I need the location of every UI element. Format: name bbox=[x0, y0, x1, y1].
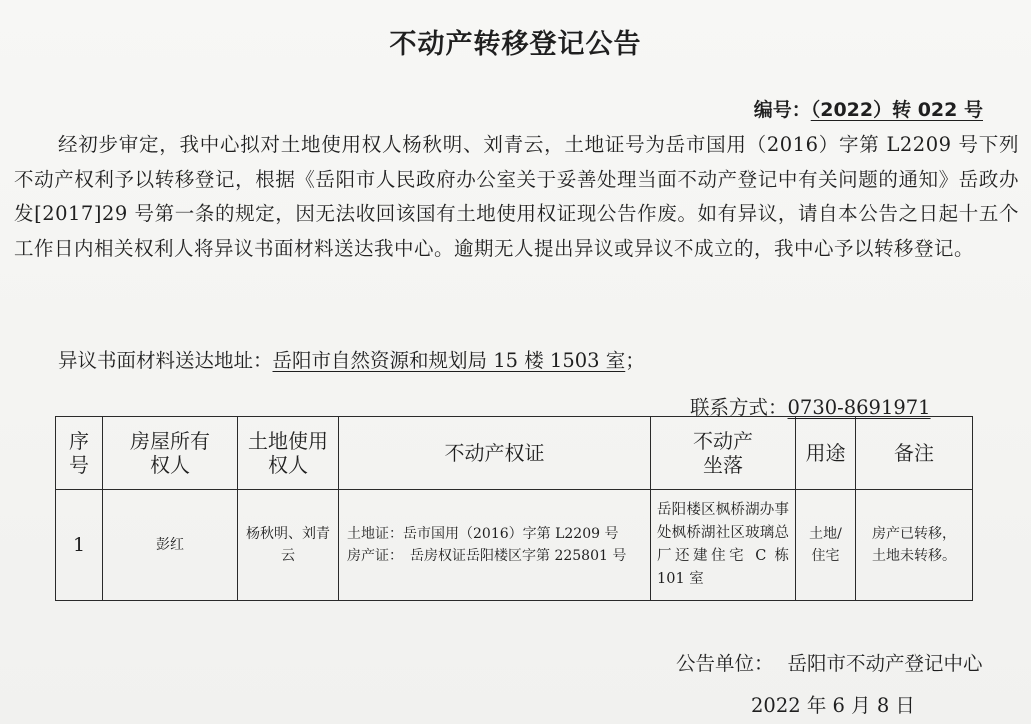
row-house-cert: 房产证： 岳房权证岳阳楼区字第 225801 号 bbox=[347, 548, 627, 564]
row-seq: 1 bbox=[56, 490, 103, 601]
announcement-body: 经初步审定，我中心拟对土地使用权人杨秋明、刘青云，土地证号为岳市国用（2016）字第 L2209 号下列不动产权利予以转移登记，根据《岳阳市人民政府办公室关于妥善处理当面不动产登记中有关问题的通知》岳政办发[2017]29 号第一条的规定，因无法收回该国有土地使用权证现公告作废。如有异议，请自本公告之日起十五个工作日内相关权利人将异议书面材料送达我中心。逾期无人提出异议或异议不成立的，我中心予以转移登记。 bbox=[14, 133, 1019, 260]
issuing-unit-label: 公告单位： bbox=[676, 652, 774, 675]
row-location: 岳阳楼区枫桥湖办事处枫桥湖社区玻璃总厂还建住宅 C 栋 101 室 bbox=[651, 490, 796, 601]
issuing-unit-value: 岳阳市不动产登记中心 bbox=[787, 652, 983, 675]
contact-phone: 0730-8691971 bbox=[787, 396, 931, 419]
header-seq: 序号 bbox=[56, 417, 103, 490]
header-land-user: 土地使用权人 bbox=[238, 417, 339, 490]
row-house-owner: 彭红 bbox=[103, 490, 238, 601]
row-land-cert: 土地证：岳市国用（2016）字第 L2209 号 bbox=[347, 526, 619, 542]
issuing-unit bbox=[676, 648, 983, 676]
objection-address-suffix: ； bbox=[625, 349, 645, 372]
table-row bbox=[56, 490, 973, 601]
objection-address-label: 异议书面材料送达地址： bbox=[58, 349, 273, 372]
header-location: 不动产坐落 bbox=[651, 417, 796, 490]
document-number-label: 编号： bbox=[753, 99, 811, 121]
registration-table bbox=[55, 416, 973, 601]
document-number-value: （2022）转 022 号 bbox=[810, 99, 983, 121]
row-usage: 土地/住宅 bbox=[796, 490, 856, 601]
header-usage: 用途 bbox=[796, 417, 856, 490]
row-cert bbox=[339, 490, 651, 601]
document-number bbox=[754, 95, 983, 122]
page-title: 不动产转移登记公告 bbox=[389, 29, 642, 60]
objection-address bbox=[58, 345, 645, 373]
row-land-user: 杨秋明、刘青云 bbox=[238, 490, 339, 601]
issue-date: 2022 年 6 月 8 日 bbox=[751, 694, 915, 717]
header-house-owner: 房屋所有权人 bbox=[103, 417, 238, 490]
header-remark: 备注 bbox=[856, 417, 973, 490]
contact-label: 联系方式： bbox=[690, 396, 788, 419]
objection-address-value: 岳阳市自然资源和规划局 15 楼 1503 室 bbox=[272, 349, 626, 372]
table-header-row bbox=[56, 417, 973, 490]
header-cert: 不动产权证 bbox=[339, 417, 651, 490]
row-remark: 房产已转移，土地未转移。 bbox=[856, 490, 973, 601]
